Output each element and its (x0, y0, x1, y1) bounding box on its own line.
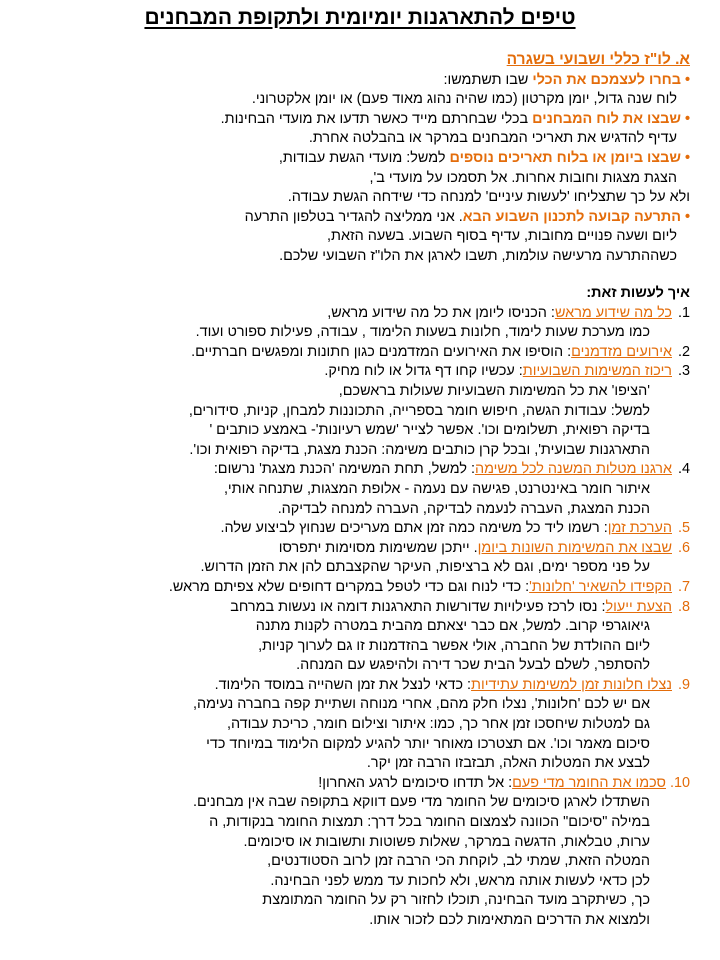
bullet-4-continuation: כשההתרעה מרעישה עולמות, תשבו לארגן את הלו"ז השבועי שלכם. (279, 247, 677, 264)
how-item-8 (30, 598, 690, 618)
how-item-continuation: 'הציפו' את כל המשימות השבועיות שעולות בראשכם, (338, 382, 650, 399)
page-title: טיפים להתארגנות יומיומית ולתקופת המבחנים (144, 6, 576, 29)
how-item-9 (30, 676, 690, 696)
how-item-title-link[interactable]: שבצו את המשימות השונות ביומן (477, 539, 672, 556)
how-item-continuation: השתדלו לארגן סיכומים של החומר מדי פעם דווקא בתקופה שבה אין מבחנים. (192, 794, 650, 811)
how-item-continuation: ערות, טבלאות, הדגשה במרקר, שאלות פשוטות ותשובות או סיכומים. (243, 833, 650, 850)
how-item-continuation: בדיקה רפואית, תשלומים וכו'. אפשר לצייר 'שמש רעיונות'- באמצע כותבים ' (209, 422, 650, 439)
how-item-number: 1. (677, 304, 690, 321)
how-item-1 (30, 304, 690, 324)
how-item-continuation: הכנת המצגת, העברה לנעמה לבדיקה, העברה למנחה לבדיקה. (277, 500, 650, 517)
bullet-3-highlight: שבצו ביומן או בלוח תאריכים נוספים (449, 149, 681, 166)
how-item-continuation: התארגנות שבועית', ובכל קרן כותבים משימה: הכנת מצגת, בדיקה רפואית וכו'. (189, 441, 650, 458)
section-a-bullet-4 (30, 208, 690, 228)
bullet-dot: • (684, 208, 690, 225)
section-a-bullet-2 (30, 110, 690, 130)
how-item-continuation: למשל: עבודות הגשה, חיפוש חומר בספרייה, התכוננות למבחן, קניות, סידורים, (188, 402, 650, 419)
how-item-3 (30, 362, 690, 382)
how-item-continuation: במילה "סיכום" הכוונה לצמצום החומר בכל דרך: תמצות החומר בנקודות, ה (209, 814, 650, 831)
how-item-title-link[interactable]: הצעת ייעול (605, 598, 672, 615)
how-item-title-link[interactable]: ריכוז המשימות השבועיות (522, 363, 672, 380)
bullet-2-highlight: שבצו את לוח המבחנים (532, 110, 681, 127)
section-how-heading: איך לעשות זאת: (586, 285, 690, 301)
how-item-text: : רשמו ליד כל משימה כמה זמן אתם מעריכים שנחוץ לביצוע שלה. (220, 520, 608, 537)
how-item-continuation: ליום ההולדת של החברה, אולי אפשר בהזדמנות זו גם לערוך קניות, (258, 637, 650, 654)
how-item-number: 7. (677, 578, 690, 595)
how-item-text: : הוסיפו את האירועים המזדמנים כגון חתונות ומפגשים חברתיים. (191, 343, 572, 360)
how-item-continuation: גם למטלות שיחסכו זמן אחר כך, כמו: איתור וצילום חומר, כריכת עבודה, (226, 716, 650, 733)
how-item-text: : הכניסו ליומן את כל מה שידוע מראש, (327, 304, 555, 321)
how-item-text: : כדאי לנצל את זמן השהייה במוסד הלימוד. (214, 676, 472, 693)
how-item-number: 4. (677, 461, 690, 478)
how-item-title-link[interactable]: ארגנו מטלות המשנה לכל משימה (474, 461, 672, 478)
bullet-1-highlight: בחרו לעצמכם את הכלי (532, 71, 681, 88)
how-item-number: 10. (669, 774, 690, 791)
bullet-3-continuation: הצגת מצגות וחובות אחרות. אל תסמכו על מועדי ב', (369, 169, 677, 186)
how-item-7 (30, 578, 690, 598)
how-item-number: 8. (677, 598, 690, 615)
section-how (30, 284, 690, 931)
how-item-text: : אל תדחו סיכומים לרגע האחרון! (318, 774, 513, 791)
how-item-continuation: סיכום מאמר וכו'. אם תצטרכו מאוחר יותר להגיע למקום הלימוד במיוחד כדי (206, 735, 650, 752)
section-a (30, 50, 690, 267)
how-item-2 (30, 343, 690, 363)
how-item-5 (30, 519, 690, 539)
bullet-1-continuation: לוח שנה גדול, יומן מקרטון (כמו שהיה נהוג מאוד פעם) או יומן אלקטרוני. (251, 91, 677, 108)
how-item-number: 9. (677, 676, 690, 693)
how-item-text: : נסו לרכז פעילויות שדורשות התארגנות דומה או נעשות במרחב (230, 598, 606, 615)
how-item-number: 5. (677, 520, 690, 537)
how-item-continuation: גיאוגרפי קרוב. למשל, אם כבר יצאתם מהבית במטרה לקנות מתנה (255, 618, 650, 635)
how-item-continuation: כמו מערכת שעות לימוד, חלונות בשעות הלימוד , עבודה, פעילות ספורט ועוד. (195, 324, 650, 341)
bullet-dot: • (684, 110, 690, 127)
how-item-continuation: כך, כשיתקרב מועד הבחינה, תוכלו לחזור רק על החומר המתומצת (262, 892, 650, 909)
bullet-3-continuation: ולא על כך שתצליחו 'לעשות עיניים' למנחה כדי שידחה הגשת עבודה. (287, 189, 690, 206)
bullet-dot: • (684, 71, 690, 88)
how-item-10 (30, 774, 690, 794)
bullet-4-text: . אני ממליצה להגדיר בטלפון התרעה (244, 208, 463, 225)
how-item-6 (30, 539, 690, 559)
bullet-1-text: שבו תשתמשו: (443, 71, 533, 88)
how-item-continuation: המטלה הזאת, שמתי לב, לוקחת הכי הרבה זמן לרוב הסטודנטים, (267, 853, 650, 870)
bullet-dot: • (684, 149, 690, 166)
how-item-title-link[interactable]: הערכת זמן (607, 520, 672, 537)
how-item-continuation: ולמצוא את הדרכים המתאימות לכם לזכור אותו. (369, 912, 650, 928)
how-item-4 (30, 460, 690, 480)
how-item-number: 2. (677, 343, 690, 360)
section-a-heading (30, 50, 690, 71)
how-item-text: : כדי לנוח וגם כדי לטפל במקרים דחופים שלא צפיתם מראש. (168, 578, 530, 595)
how-item-number: 3. (677, 363, 690, 380)
how-item-text: : עכשיו קחו דף גדול או לוח מחיק. (324, 363, 523, 380)
bullet-4-highlight: התרעה קבועה לתכנון השבוע הבא (462, 208, 681, 225)
section-a-bullet-1 (30, 71, 690, 91)
how-item-continuation: על פני מספר ימים, וגם לא ברציפות, העיקר שהקצבתם להן את הזמן הדרוש. (200, 559, 650, 576)
how-item-title-link[interactable]: סכמו את החומר מדי פעם (512, 774, 666, 791)
how-to-list (30, 304, 690, 931)
how-item-title-link[interactable]: נצלו חלונות זמן למשימות עתידיות (471, 676, 672, 693)
how-item-title-link[interactable]: כל מה שידוע מראש (554, 304, 672, 321)
section-a-heading-text: א. לו"ז כללי ושבועי בשגרה (506, 51, 690, 68)
how-item-title-link[interactable]: אירועים מזדמנים (571, 343, 672, 360)
how-item-continuation: איתור חומר באינטרנט, פגישה עם נעמה - אלופת המצגות, שתנחה אותי, (223, 480, 650, 497)
bullet-3-text: למשל: מועדי הגשת עבודות, (278, 149, 450, 166)
how-item-continuation: אם יש לכם 'חלונות', נצלו חלק מהם, אחרי מנוחה ושתיית קפה בחברה נעימה, (193, 696, 650, 713)
how-item-text: . ייתכן שמשימות מסוימות יתפרסו (278, 539, 478, 556)
how-item-continuation: לבצע את המטלות האלה, תבזבזו הרבה זמן יקר. (366, 755, 650, 772)
bullet-4-continuation: ליום ושעה פנויים מחובות, עדיף בסוף השבוע. בשעה הזאת, (327, 228, 677, 245)
how-item-continuation: להסתפר, לשלם לבעל הבית שכר דירה ולהיפגש עם המנחה. (296, 657, 650, 674)
bullet-2-continuation: עדיף להדגיש את תאריכי המבחנים במרקר או בהבלטה אחרת. (308, 130, 677, 147)
how-item-number: 6. (677, 539, 690, 556)
bullet-2-text: בכלי שבחרתם מייד כאשר תדעו את מועדי הבחינות. (220, 110, 533, 127)
how-item-title-link[interactable]: הקפידו להשאיר 'חלונות' (529, 578, 672, 595)
how-item-continuation: לכן כדאי לעשות אותה מראש, ולא לחכות עד ממש לפני הבחינה. (270, 872, 650, 889)
section-a-bullet-3 (30, 149, 690, 169)
how-item-text: : למשל, תחת המשימה 'הכנת מצגת' נרשום: (213, 461, 475, 478)
